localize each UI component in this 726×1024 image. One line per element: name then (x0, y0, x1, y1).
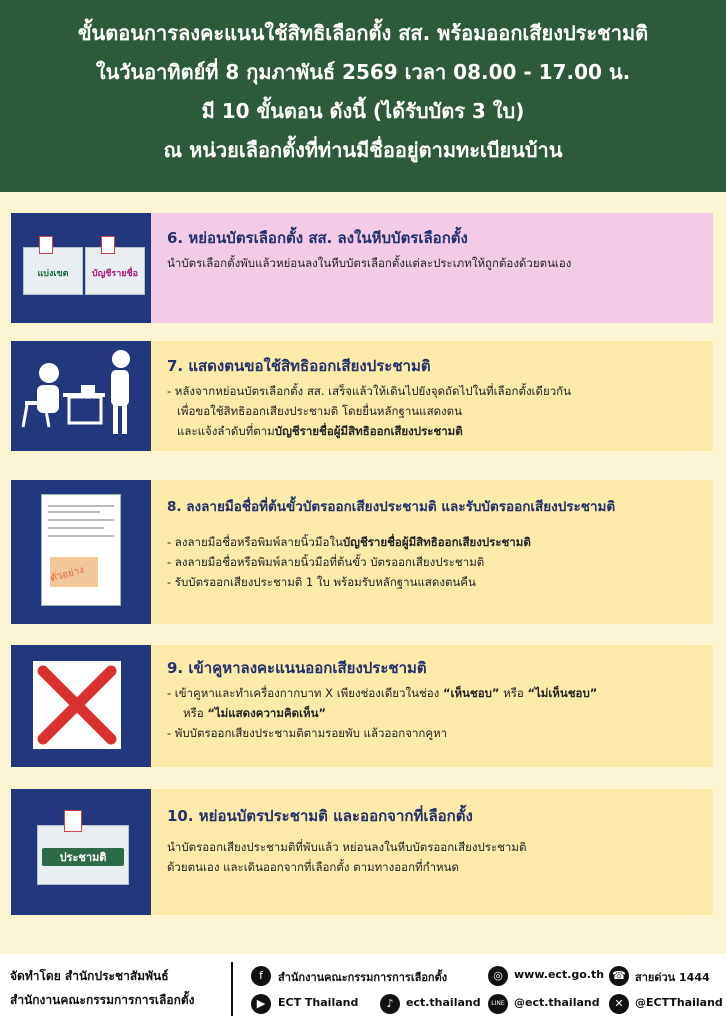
footer-org: สำนักงานคณะกรรมการการเลือกตั้ง (10, 993, 195, 1007)
tiktok-icon: ♪ (380, 994, 400, 1014)
step-8-illustration (11, 480, 151, 624)
footer-hotline[interactable]: สายด่วน 1444 (635, 971, 710, 984)
referendum-ballot-sample-icon (41, 494, 121, 606)
option-disagree: “ไม่เห็นชอบ” (527, 686, 598, 700)
ballot-box-label-party-list: บัญชีรายชื่อ (91, 269, 139, 279)
line-app-icon: LINE (488, 994, 508, 1014)
step-7-line-1: - หลังจากหย่อนบัตรเลือกตั้ง สส. เสร็จแล้วให้เดินไปยังจุดถัดไปในที่เลือกตั้งเดียวกัน (167, 384, 571, 398)
ballot-box-label-referendum: ประชามติ (42, 848, 124, 866)
steps-panel (0, 192, 726, 954)
step-8 (11, 480, 713, 624)
header-title: ขั้นตอนการลงคะแนนใช้สิทธิเลือกตั้ง สส. พร้อมออกเสียงประชามติ (77, 21, 649, 45)
option-agree: “เห็นชอบ” (442, 686, 500, 700)
x-icon: ✕ (609, 994, 629, 1014)
youtube-icon: ▶ (251, 994, 271, 1014)
footer-by-label: จัดทำโดย สำนักประชาสัมพันธ์ (10, 969, 169, 983)
step-8-line-1-text: - ลงลายมือชื่อหรือพิมพ์ลายนิ้วมือใน (167, 535, 343, 549)
step-7-line-3 (167, 421, 703, 441)
step-7-line-2: เพื่อขอใช้สิทธิออกเสียงประชามติ โดยยื่นหลักฐานแสดงตน (177, 404, 463, 418)
step-6 (11, 213, 713, 323)
step-8-line-1 (167, 532, 703, 552)
step-6-text: นำบัตรเลือกตั้งพับแล้วหย่อนลงในหีบบัตรเลือกตั้งแต่ละประเภทให้ถูกต้องด้วยตนเอง (167, 256, 572, 270)
step-8-title: 8. ลงลายมือชื่อที่ต้นขั้วบัตรออกเสียงประชามติ และรับบัตรออกเสียงประชามติ (167, 499, 616, 515)
step-10-illustration (11, 789, 151, 915)
ballot-box-label-district: แบ่งเขต (37, 269, 69, 279)
footer-youtube-link[interactable]: ECT Thailand (278, 996, 359, 1009)
page-header (0, 0, 726, 192)
step-9-line-3: - พับบัตรออกเสียงประชามติตามรอยพับ แล้วออกจากคูหา (167, 726, 448, 740)
step-9 (11, 645, 713, 767)
footer-website-link[interactable]: www.ect.go.th (514, 968, 605, 981)
step-10-line-2: ด้วยตนเอง และเดินออกจากที่เลือกตั้ง ตามทางออกที่กำหนด (167, 860, 459, 874)
step-9-line-1-text: - เข้าคูหาและทำเครื่องกากบาท X เพียงช่องเดียวในช่อง (167, 686, 440, 700)
referendum-voter-list-label: บัญชีรายชื่อผู้มีสิทธิออกเสียงประชามติ (274, 424, 463, 438)
step-9-line-2 (167, 703, 703, 723)
header-date: ในวันอาทิตย์ที่ 8 กุมภาพันธ์ 2569 เวลา 08.00 - 17.00 น. (95, 60, 631, 84)
step-7 (11, 341, 713, 451)
step-9-illustration (11, 645, 151, 767)
step-9-title: 9. เข้าคูหาลงคะแนนออกเสียงประชามติ (167, 659, 427, 677)
step-10-title: 10. หย่อนบัตรประชามติ และออกจากที่เลือกตั้ง (167, 807, 473, 825)
step-8-line-2: - ลงลายมือชื่อหรือพิมพ์ลายนิ้วมือที่ต้นขั้ว บัตรออกเสียงประชามติ (167, 555, 485, 569)
step-9-or-2: หรือ (183, 706, 204, 720)
ballot-box-icon (85, 247, 145, 295)
step-6-title: 6. หย่อนบัตรเลือกตั้ง สส. ลงในหีบบัตรเลือกตั้ง (167, 229, 468, 247)
footer-divider (231, 962, 233, 1016)
step-7-illustration (11, 341, 151, 451)
step-9-line-1 (167, 683, 703, 703)
ballot-box-icon (23, 247, 83, 295)
option-no-opinion: “ไม่แสดงความคิดเห็น” (207, 706, 327, 720)
footer-credit (10, 964, 194, 1012)
cross-mark-icon (33, 661, 121, 749)
step-7-line-3-text: และแจ้งลำดับที่ตาม (177, 424, 275, 438)
step-7-title: 7. แสดงตนขอใช้สิทธิออกเสียงประชามติ (167, 357, 431, 375)
header-location: ณ หน่วยเลือกตั้งที่ท่านมีชื่ออยู่ตามทะเบียนบ้าน (163, 138, 563, 162)
step-10-line-1: นำบัตรออกเสียงประชามติที่พับแล้ว หย่อนลงในหีบบัตรออกเสียงประชามติ (167, 840, 527, 854)
ballot-box-icon (37, 825, 129, 885)
globe-icon: ◎ (488, 966, 508, 986)
footer (0, 954, 726, 1024)
voter-identification-icon (11, 341, 151, 451)
footer-line-link[interactable]: @ect.thailand (514, 996, 600, 1009)
footer-tiktok-link[interactable]: ect.thailand (406, 996, 481, 1009)
step-9-or-1: หรือ (503, 686, 524, 700)
sample-watermark: ตัวอย่าง (49, 564, 86, 585)
step-10 (11, 789, 713, 915)
facebook-icon: f (251, 966, 271, 986)
header-steps-count: มี 10 ขั้นตอน ดังนี้ (ได้รับบัตร 3 ใบ) (201, 99, 525, 123)
phone-icon: ☎ (609, 966, 629, 986)
referendum-voter-list-label: บัญชีรายชื่อผู้มีสิทธิออกเสียงประชามติ (342, 535, 531, 549)
footer-facebook-link[interactable]: สำนักงานคณะกรรมการการเลือกตั้ง (278, 971, 448, 984)
step-8-line-3: - รับบัตรออกเสียงประชามติ 1 ใบ พร้อมรับหลักฐานแสดงตนคืน (167, 575, 476, 589)
footer-x-link[interactable]: @ECTThailand (635, 996, 723, 1009)
step-6-illustration (11, 213, 151, 323)
